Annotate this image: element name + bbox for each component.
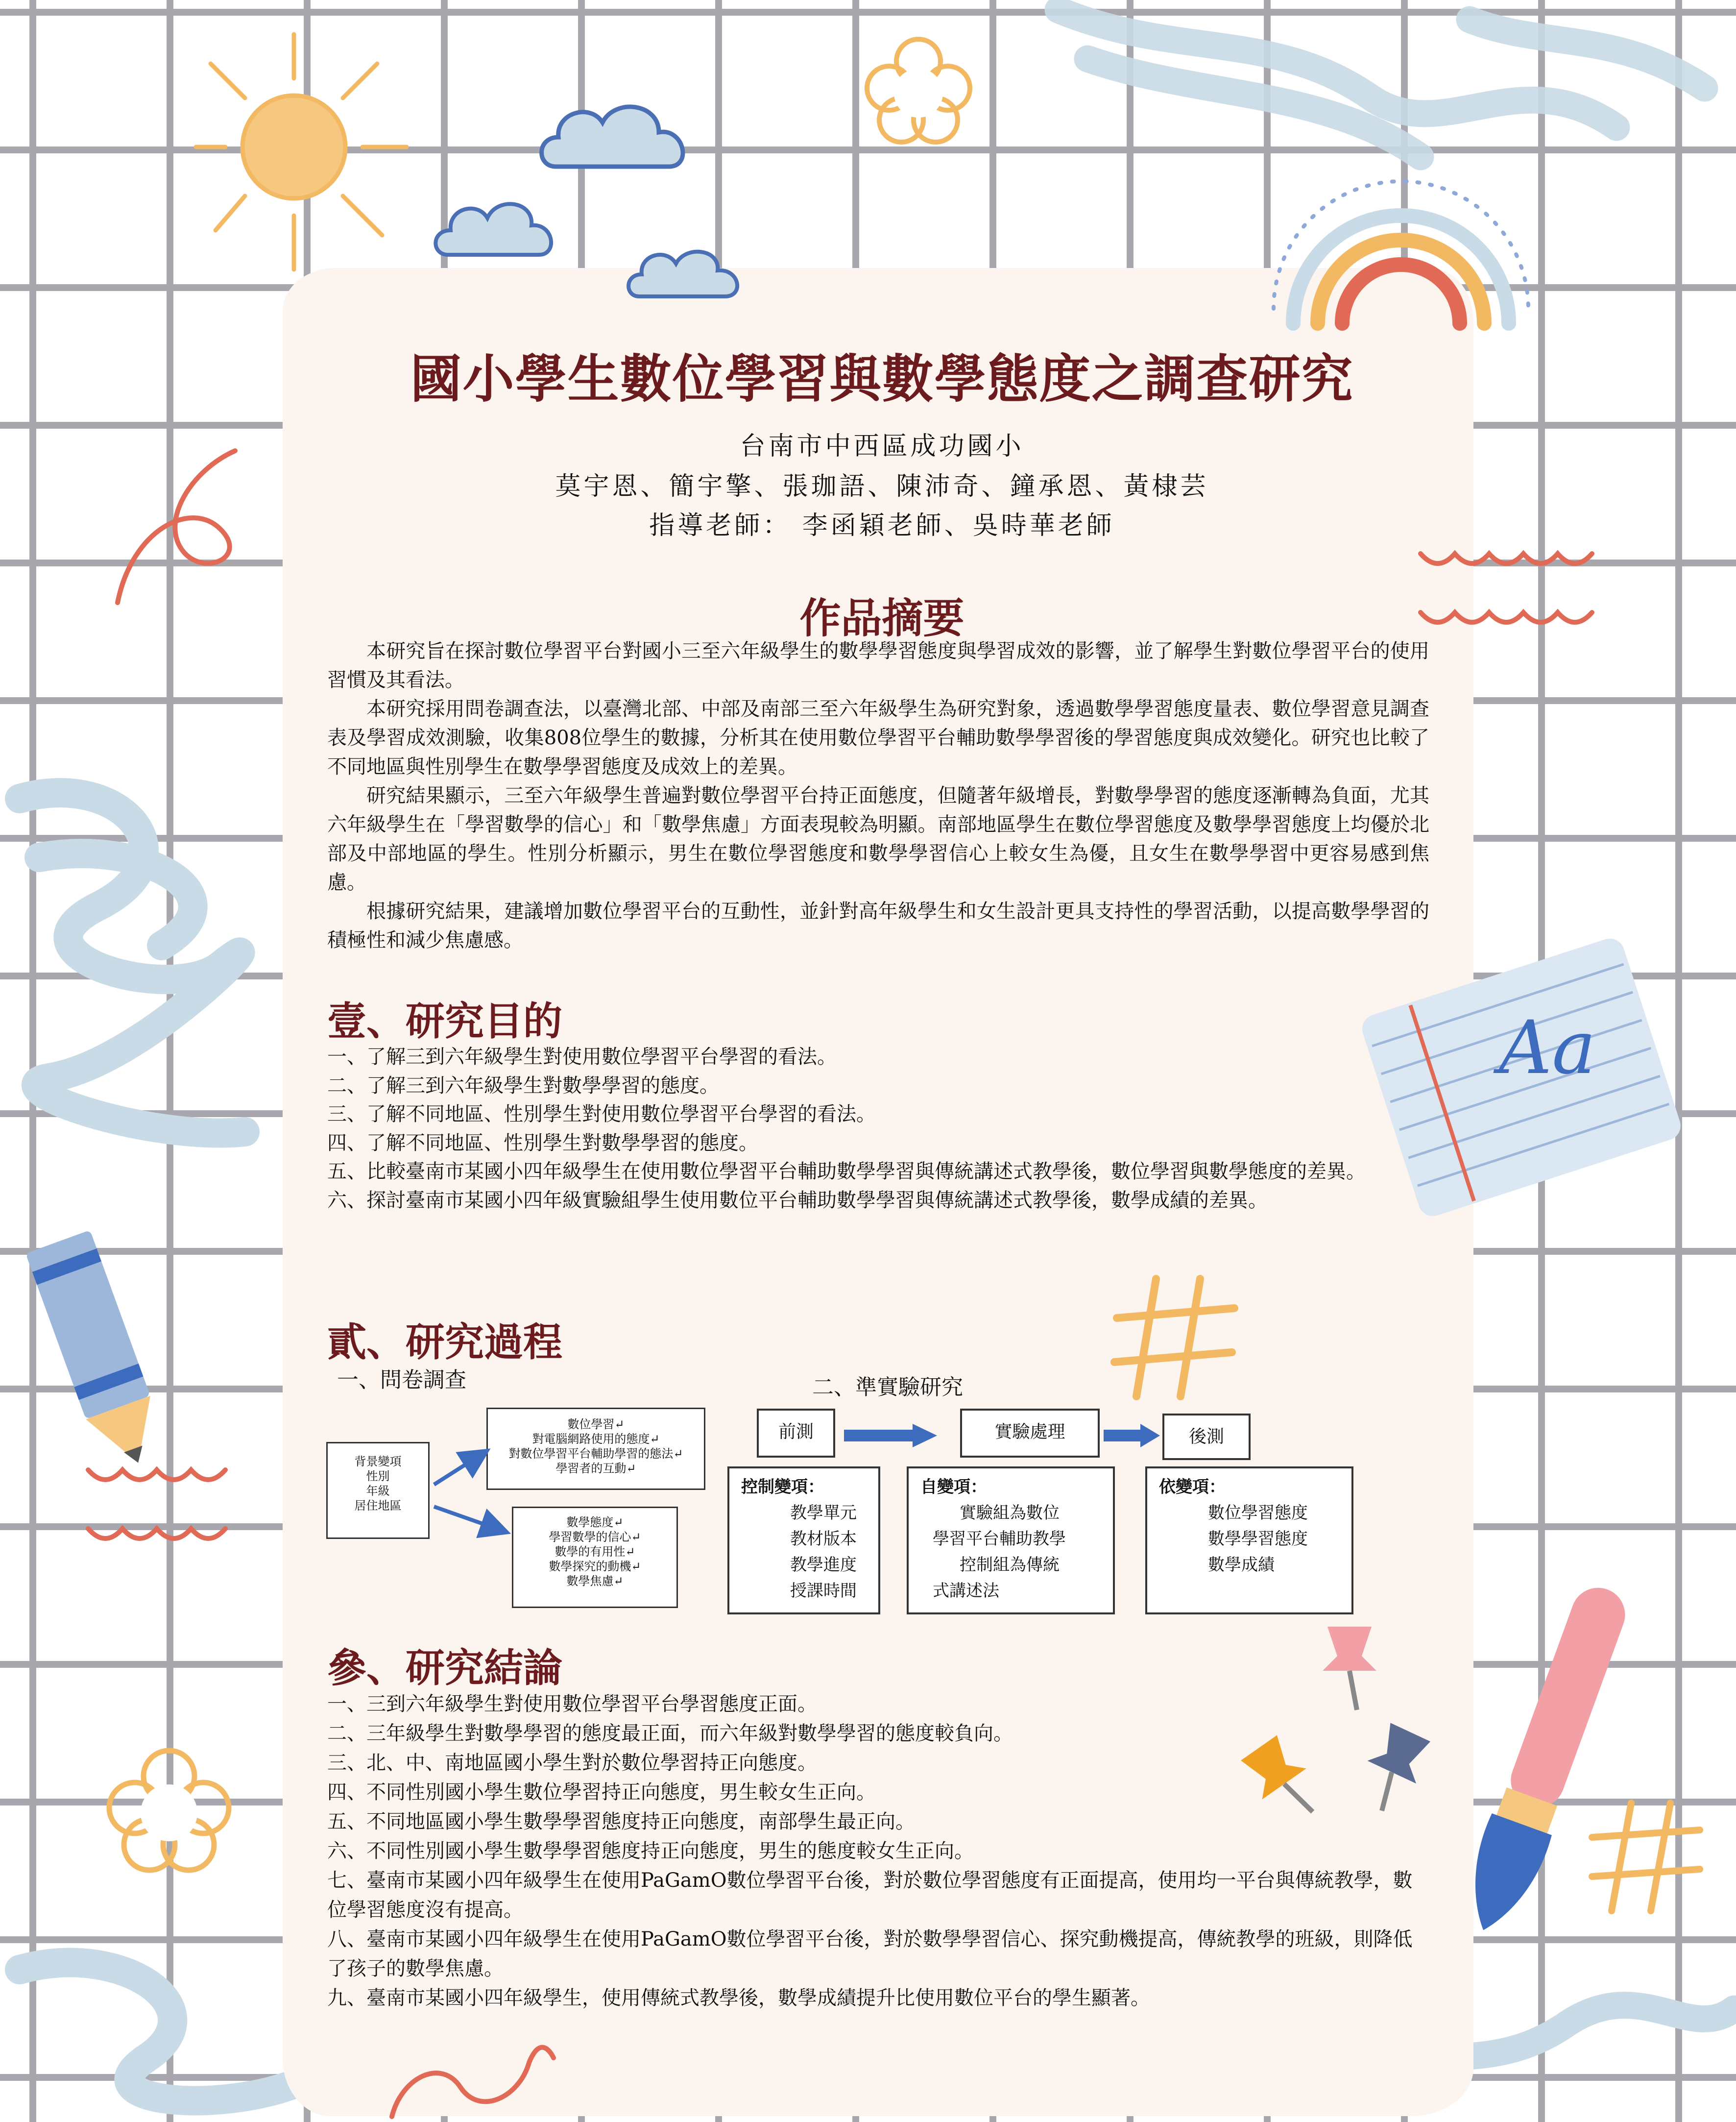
treatment-box: 實驗處理 <box>960 1409 1100 1458</box>
experiment-label: 二、準實驗研究 <box>812 1375 963 1400</box>
box-line: 數學成績 <box>1208 1555 1275 1575</box>
box-line: 控制組為傳統 <box>960 1555 1060 1575</box>
box-line: 式講述法 <box>933 1581 999 1601</box>
squiggle-icon <box>103 441 250 627</box>
box-line: 教學進度 <box>790 1555 857 1575</box>
box-line: 居住地區 <box>354 1499 402 1512</box>
wave-icon <box>83 1450 279 1563</box>
box-line: 授課時間 <box>790 1581 857 1601</box>
box-line: 數學態度↵ <box>566 1515 624 1529</box>
list-item: 六、探討臺南市某國小四年級實驗組學生使用數位平台輔助數學學習與傳統講述式教學後，數學成績的差異。 <box>327 1189 1268 1212</box>
list-item: 二、三年級學生對數學學習的態度最正面，而六年級對數學學習的態度較負向。 <box>327 1722 1013 1745</box>
abstract-paragraph: 本研究旨在探討數位學習平台對國小三至六年級學生的數學學習態度與學習成效的影響，並了解學生對數位學習平台的使用習慣及其看法。 <box>327 640 1429 691</box>
arrow-icon <box>844 1424 937 1447</box>
arrow-icon <box>434 1507 504 1531</box>
cloud-icon <box>431 191 558 274</box>
conclusion-heading: 參、研究結論 <box>327 1645 562 1691</box>
box-line: 數位學習態度 <box>1208 1503 1308 1523</box>
experiment-arrows <box>839 1421 1162 1450</box>
box-line: 背景變項 <box>354 1455 402 1468</box>
abstract-paragraph: 本研究採用問卷調查法，以臺灣北部、中部及南部三至六年級學生為研究對象，透過數學學習態度量表、數位學習意見調查表及學習成效測驗，收集808位學生的數據，分析其在使用數位學習平台輔助數學學習後的學習態度與成效變化。研究也比較了不同地區與性別學生在數學學習態度及成效上的差異。 <box>327 698 1429 778</box>
hash-icon <box>1102 1264 1249 1411</box>
box-line: 年級 <box>366 1484 390 1498</box>
wave-icon <box>1416 524 1621 637</box>
flower-icon <box>862 34 975 147</box>
list-item: 四、了解不同地區、性別學生對數學學習的態度。 <box>327 1131 758 1154</box>
box-line: 實驗組為數位 <box>960 1503 1060 1523</box>
advisors: 指導老師： 李函穎老師、吳時華老師 <box>649 511 1115 540</box>
box-line: 學習數學的信心↵ <box>549 1530 641 1544</box>
list-item: 八、臺南市某國小四年級學生在使用PaGamO數位學習平台後，對於數學學習信心、探究動機提高，傳統教學的班級，則降低了孩子的數學焦慮。 <box>327 1928 1413 1980</box>
list-item: 五、比較臺南市某國小四年級學生在使用數位學習平台輔助數學學習與傳統講述式教學後，數位學習與數學態度的差異。 <box>327 1160 1366 1183</box>
list-item: 六、不同性別國小學生數學學習態度持正向態度，男生的態度較女生正向。 <box>327 1840 974 1862</box>
box-line: 教學單元 <box>790 1503 857 1523</box>
survey-arrows <box>430 1440 513 1538</box>
purpose-list <box>327 1043 1429 1215</box>
authors: 莫宇恩、簡宇擎、張珈語、陳沛奇、鐘承恩、黃棣芸 <box>555 472 1209 501</box>
box-title: 控制變項： <box>741 1477 824 1497</box>
arrow-icon <box>434 1453 484 1485</box>
box-line: 數學焦慮↵ <box>566 1574 624 1588</box>
box-line: 對電腦網路使用的態度↵ <box>532 1432 660 1446</box>
rainbow-icon <box>1264 147 1538 353</box>
math-attitude-box <box>512 1507 678 1608</box>
pretest-box: 前測 <box>757 1409 835 1458</box>
box-line: 數學的有用性↵ <box>555 1545 635 1559</box>
box-title: 依變項： <box>1159 1477 1226 1497</box>
flower-icon <box>103 1744 235 1877</box>
box-line: 數學學習態度 <box>1208 1529 1308 1549</box>
list-item: 九、臺南市某國小四年級學生，使用傳統式教學後，數學成績提升比使用數位平台的學生顯著。 <box>327 1987 1150 2009</box>
box-title: 自變項： <box>920 1477 987 1497</box>
sun-icon <box>191 20 416 294</box>
list-item: 三、了解不同地區、性別學生對使用數位學習平台學習的看法。 <box>327 1103 876 1125</box>
list-item: 七、臺南市某國小四年級學生在使用PaGamO數位學習平台後，對於數位學習態度有正面提高，使用均一平台與傳統教學，數位學習態度沒有提高。 <box>327 1869 1413 1921</box>
cloud-icon <box>625 240 747 314</box>
digital-learning-box <box>486 1408 705 1490</box>
box-line: 數位學習↵ <box>567 1417 625 1431</box>
box-line: 性別 <box>366 1469 390 1483</box>
abstract-heading: 作品摘要 <box>799 594 964 642</box>
list-item: 二、了解三到六年級學生對數學學習的態度。 <box>327 1074 719 1097</box>
crayon-icon <box>10 1215 186 1489</box>
scribble-left <box>0 759 318 1200</box>
box-line: 學習者的互動↵ <box>555 1462 636 1475</box>
box-line: 對數位學習平台輔助學習的態法↵ <box>508 1447 683 1461</box>
abstract-paragraph: 研究結果顯示，三至六年級學生普遍對數位學習平台持正面態度，但隨著年級增長，對數學學習的態度逐漸轉為負面，尤其六年級學生在「學習數學的信心」和「數學焦慮」方面表現較為明顯。南部地區學生在數位學習態度及數學學習態度上均優於北部及中部地區的學生。性別分析顯示，男生在數位學習態度和數學學習信心上較女生為優，且女生在數學學習中更容易感到焦慮。 <box>327 784 1429 894</box>
list-item: 五、不同地區國小學生數學學習態度持正向態度，南部學生最正向。 <box>327 1810 915 1833</box>
abstract-text <box>327 637 1429 955</box>
box-line: 教材版本 <box>790 1529 857 1549</box>
list-item: 三、北、中、南地區國小學生對於數位學習持正向態度。 <box>327 1752 817 1774</box>
poster-title: 國小學生數位學習與數學態度之調查研究 <box>410 349 1354 409</box>
process-heading: 貳、研究過程 <box>327 1319 562 1365</box>
school-name: 台南市中西區成功國小 <box>740 432 1024 461</box>
survey-label: 一、問卷調查 <box>337 1367 466 1392</box>
posttest-box: 後測 <box>1162 1414 1251 1460</box>
cloud-icon <box>536 93 698 191</box>
abstract-paragraph: 根據研究結果，建議增加數位學習平台的互動性，並針對高年級學生和女生設計更具支持性的學習活動，以提高數學學習的積極性和減少焦慮感。 <box>327 900 1429 951</box>
purpose-heading: 壹、研究目的 <box>327 999 562 1044</box>
list-item: 四、不同性別國小學生數位學習持正向態度，男生較女生正向。 <box>327 1781 876 1804</box>
hash-icon <box>1582 1793 1710 1921</box>
list-item: 一、了解三到六年級學生對使用數位學習平台學習的看法。 <box>327 1046 837 1068</box>
box-line: 學習平台輔助教學 <box>933 1529 1066 1549</box>
dependent-variables-box <box>1145 1466 1353 1614</box>
control-variables-box <box>727 1466 880 1614</box>
svg-text:Aa: Aa <box>1499 1005 1596 1091</box>
arrow-icon <box>1104 1424 1160 1447</box>
background-variables-box <box>326 1442 430 1539</box>
squiggle-icon <box>382 2019 558 2122</box>
list-item: 一、三到六年級學生對使用數位學習平台學習態度正面。 <box>327 1693 817 1715</box>
box-line: 數學探究的動機↵ <box>549 1560 641 1573</box>
independent-variables-box <box>907 1466 1115 1614</box>
conclusion-list <box>327 1689 1429 2013</box>
